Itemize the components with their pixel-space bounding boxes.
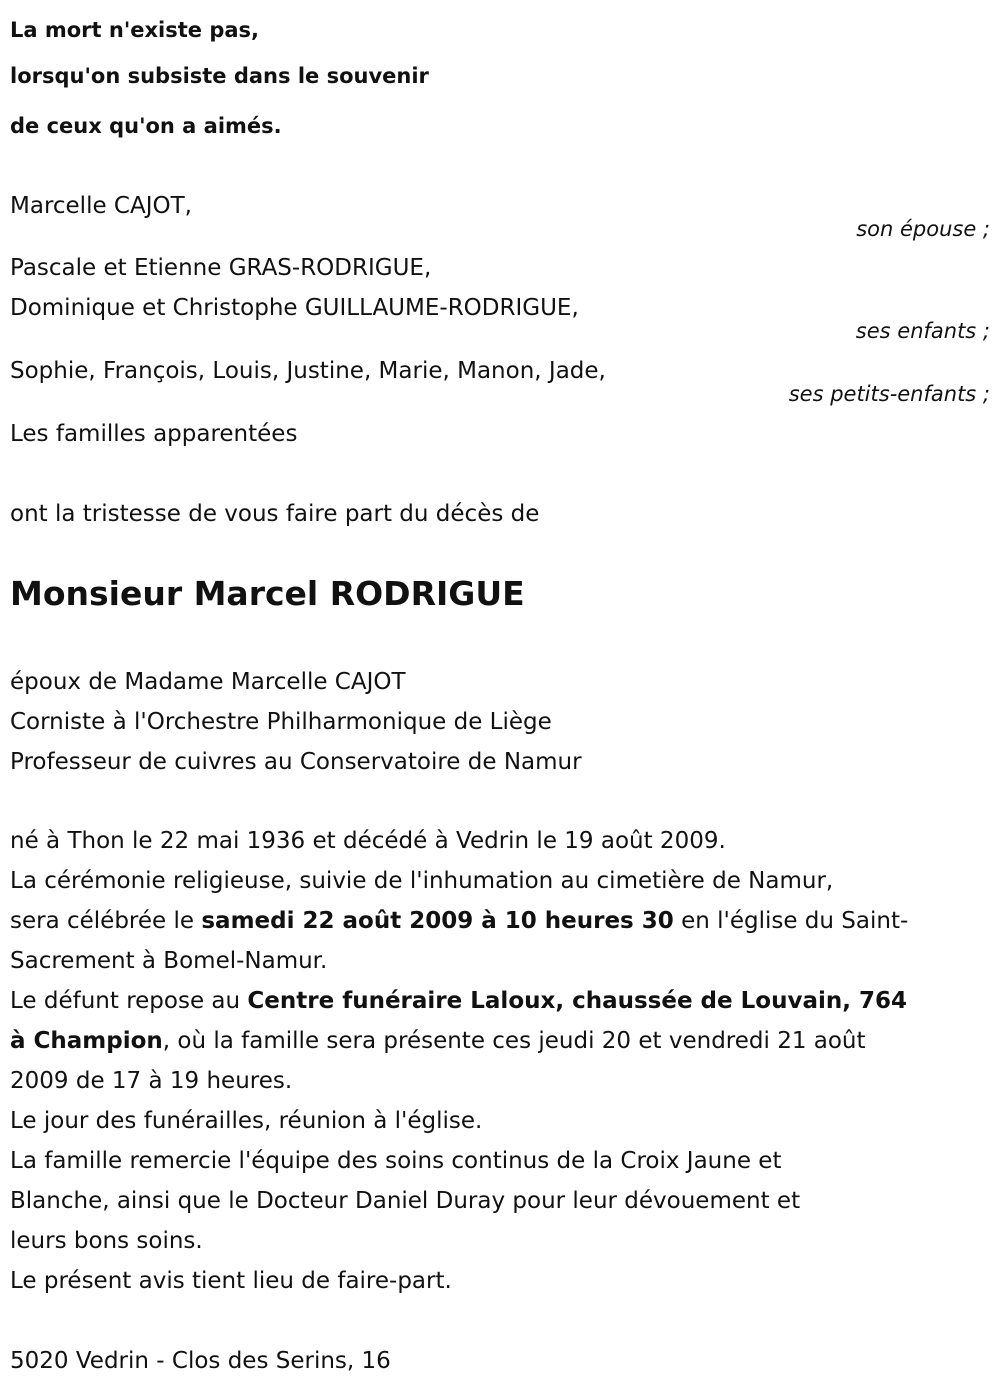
detail-line: Corniste à l'Orchestre Philharmonique de Liège <box>10 709 552 735</box>
body-line <box>10 901 908 941</box>
quote-line: de ceux qu'on a aimés. <box>10 114 282 138</box>
detail-line: Professeur de cuivres au Conservatoire de Namur <box>10 749 582 775</box>
body-line: La cérémonie religieuse, suivie de l'inhumation au cimetière de Namur, <box>10 868 834 894</box>
body-line: leurs bons soins. <box>10 1228 203 1254</box>
text: , où la famille sera présente ces jeudi 20 et vendredi 21 août <box>162 1028 866 1054</box>
text: sera célébrée le <box>10 908 202 934</box>
funeral-home: Centre funéraire Laloux, chaussée de Louvain, 764 <box>247 988 907 1014</box>
address: 5020 Vedrin - Clos des Serins, 16 <box>10 1348 391 1374</box>
body-line: Le présent avis tient lieu de faire-part. <box>10 1268 452 1294</box>
body-line: 2009 de 17 à 19 heures. <box>10 1068 293 1094</box>
relatives: Les familles apparentées <box>10 421 298 447</box>
grandchildren-role: ses petits-enfants ; <box>788 382 990 406</box>
body-line: né à Thon le 22 mai 1936 et décédé à Vedrin le 19 août 2009. <box>10 828 726 854</box>
text: Le défunt repose au <box>10 988 248 1014</box>
body-line: Sacrement à Bomel-Namur. <box>10 948 328 974</box>
body-line: Blanche, ainsi que le Docteur Daniel Duray pour leur dévouement et <box>10 1188 801 1214</box>
spouse-name: Marcelle CAJOT, <box>10 193 192 219</box>
body-line: Le jour des funérailles, réunion à l'église. <box>10 1108 483 1134</box>
deceased-name: Monsieur Marcel RODRIGUE <box>10 574 525 613</box>
child-name: Pascale et Etienne GRAS-RODRIGUE, <box>10 255 432 281</box>
announcement: ont la tristesse de vous faire part du décès de <box>10 501 540 527</box>
spouse-role: son épouse ; <box>856 217 990 241</box>
body-line <box>10 1021 866 1061</box>
child-name: Dominique et Christophe GUILLAUME-RODRIGUE, <box>10 295 579 321</box>
children-role: ses enfants ; <box>855 319 990 343</box>
quote-line: La mort n'existe pas, <box>10 18 260 42</box>
text: en l'église du Saint- <box>673 908 909 934</box>
body-line <box>10 981 907 1021</box>
quote-line: lorsqu'on subsiste dans le souvenir <box>10 64 429 88</box>
body-line: La famille remercie l'équipe des soins continus de la Croix Jaune et <box>10 1148 782 1174</box>
detail-line: époux de Madame Marcelle CAJOT <box>10 669 406 695</box>
grandchildren-names: Sophie, François, Louis, Justine, Marie, Manon, Jade, <box>10 358 606 384</box>
funeral-home-town: à Champion <box>10 1028 163 1054</box>
ceremony-datetime: samedi 22 août 2009 à 10 heures 30 <box>201 908 674 934</box>
